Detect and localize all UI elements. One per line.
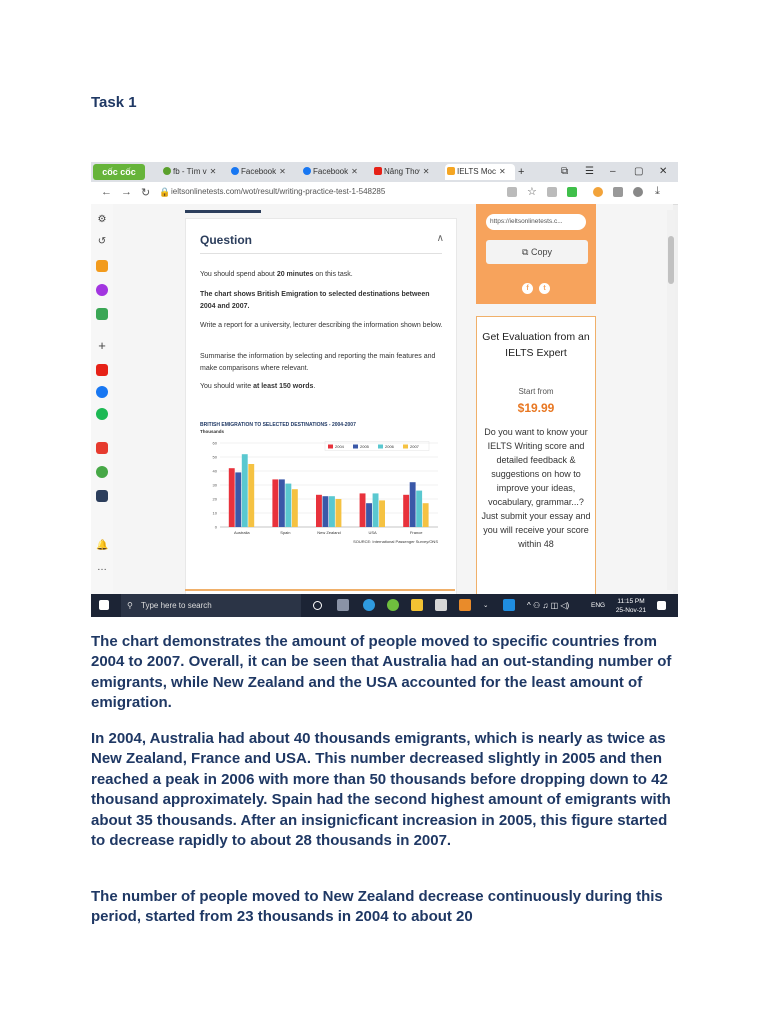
close-window-icon[interactable]: ✕ [659,166,668,177]
bar-2007-new-zealand [336,499,342,527]
profile-icon[interactable] [633,187,643,197]
bar-2007-france [423,503,429,527]
search-tab-icon [163,167,171,175]
bar-2007-usa [379,500,385,527]
divider [200,253,442,254]
x-tick-label: USA [368,530,377,535]
bar-2005-australia [235,472,241,527]
evaluation-heading: Get Evaluation from an IELTS Expert [482,331,590,359]
copy-icon: ⧉ [522,247,531,257]
y-tick-label: 0 [214,524,217,530]
paragraph-1: The chart demonstrates the amount of people moved to specific countries from 2004 to 2007. Overall, it can be seen that Australia had an out-standing number of emigrants, while New Zealand and the USA accounted for the least amount of emigration. [91,633,672,712]
cortana-icon[interactable] [313,601,322,610]
bar-2004-australia [229,468,235,527]
close-icon[interactable]: ✕ [209,167,217,176]
x-tick-label: Spain [280,530,291,535]
menu-icon[interactable]: ☰ [585,166,594,177]
facebook-share-icon[interactable]: f [522,283,533,294]
bar-2006-spain [285,484,291,527]
cast-icon[interactable]: ⧉ [561,166,569,177]
close-icon[interactable]: ✕ [279,167,286,176]
coccoc-taskbar-icon[interactable] [387,599,399,611]
y-tick-label: 50 [212,454,217,460]
question-word-count: You should write at least 150 words. [200,383,316,390]
scrollbar[interactable] [667,210,675,590]
more-icon[interactable]: … [97,562,107,573]
bar-2004-france [403,495,409,527]
youtube-rail-icon[interactable] [96,364,108,376]
x-tick-label: Australia [234,530,250,535]
tab-ielts[interactable]: IELTS Moc ✕ [445,164,515,180]
history-icon[interactable]: ↺ [97,236,107,247]
tab-youtube[interactable]: Nâng Thơ ✕ [374,164,440,180]
legend-swatch-2005 [353,445,358,449]
tab-search[interactable]: fb - Tìm v ✕ [163,164,225,180]
bar-2006-usa [373,493,379,527]
bar-2005-spain [279,479,285,527]
messenger-icon[interactable] [96,284,108,296]
legend-swatch-2004 [328,445,333,449]
emigration-chart [200,419,445,549]
coccoc-logo[interactable]: cốc cốc [93,164,145,180]
legend-swatch-2006 [378,445,383,449]
bar-2006-new-zealand [329,496,335,527]
question-card [185,218,457,610]
x-tick-label: New Zealand [317,530,341,535]
youtube-icon [374,167,382,175]
minimize-icon[interactable]: – [610,166,616,177]
question-task: Write a report for a university, lecturer describing the information shown below. [200,322,443,329]
reload-icon[interactable]: ↻ [141,187,151,199]
tray-icons[interactable]: ^ ⚇ ♫ ◫ ◁) [527,601,570,610]
chart-source: SOURCE: International Passenger Survey/ONS [353,539,438,544]
bar-2006-france [416,491,422,527]
ielts-icon [447,167,455,175]
chart-title: BRITISH EMIGRATION TO SELECTED DESTINATIONS - 2004-2007 [200,422,356,428]
clock[interactable]: 11:15 PM 25-Nov-21 [615,598,647,614]
bar-2005-france [410,482,416,527]
y-tick-label: 60 [212,440,217,446]
coccoc-ext-icon[interactable] [593,187,603,197]
search-icon: ⚲ [127,601,133,610]
bar-2006-australia [242,454,248,527]
facebook-rail-icon[interactable] [96,386,108,398]
gear-icon[interactable]: ⚙ [97,214,107,225]
notification-icon[interactable] [657,601,666,610]
card-bottom-accent [185,589,455,591]
explorer-icon[interactable] [411,599,423,611]
legend-label: 2005 [360,444,369,449]
browser-tab-bar [91,162,678,182]
bar-2004-spain [272,479,278,527]
bar-2005-usa [366,503,372,527]
web-page [113,204,673,594]
chart-svg [200,419,445,549]
paragraph-3: The number of people moved to New Zealand decrease continuously during this period, started from 23 thousands in 2004 to about 20 [91,888,663,926]
share-panel [476,204,596,304]
game-icon[interactable] [96,308,108,320]
question-summarise: Summarise the information by selecting and reporting the main features and make comparisons where relevant. [200,353,436,372]
close-icon[interactable]: ✕ [498,167,506,176]
question-prompt: The chart shows British Emigration to selected destinations between 2004 and 2007. [200,291,430,310]
bar-2004-new-zealand [316,495,322,527]
y-axis-label: Thousands [200,429,225,434]
legend-label: 2006 [385,444,394,449]
address-bar [91,182,678,205]
shopping-icon[interactable] [96,466,108,478]
new-tab-button[interactable]: + [518,166,525,178]
scroll-thumb[interactable] [668,236,674,284]
back-icon[interactable]: ← [101,186,112,198]
bar-2004-usa [360,493,366,527]
y-tick-label: 20 [212,496,217,502]
extension-icon[interactable] [547,187,557,197]
bar-2005-new-zealand [323,496,329,527]
close-icon[interactable]: ✕ [351,167,358,176]
maximize-icon[interactable]: ▢ [634,166,644,177]
facebook-icon [231,167,239,175]
store-icon[interactable] [435,599,447,611]
download-ext-icon[interactable] [567,187,577,197]
puzzle-icon[interactable] [613,187,623,197]
close-icon[interactable]: ✕ [422,167,430,176]
screenshot [91,162,678,617]
download-icon[interactable]: ⤓ [655,185,660,197]
y-tick-label: 30 [212,482,217,488]
evaluation-card [476,316,596,608]
evaluation-description: Do you want to know your IELTS Writing score and detailed feedback & suggestions on how to improve your ideas, vocabulary, grammar...? Just submit your essay and you will receive your score within 48 [481,427,591,549]
card-accent [185,210,261,213]
task-view-icon[interactable] [337,599,349,611]
chevron-up-icon[interactable]: ∧ [436,233,444,244]
x-tick-label: France [409,530,423,535]
translate-icon[interactable] [507,187,517,197]
copy-button[interactable]: ⧉ Copy [486,240,588,264]
windows-taskbar [91,594,678,617]
lock-icon: 🔒 [159,187,171,197]
onedrive-icon[interactable] [503,599,515,611]
crown-icon[interactable] [96,260,108,272]
forward-icon[interactable]: → [121,186,132,198]
legend-label: 2007 [410,444,419,449]
add-icon[interactable]: + [98,338,106,353]
twitter-share-icon[interactable]: t [539,283,550,294]
legend-swatch-2007 [403,445,408,449]
star-icon[interactable]: ☆ [527,186,537,198]
y-tick-label: 10 [212,510,217,516]
y-tick-label: 40 [212,468,217,474]
taskbar-search[interactable]: ⚲ Type here to search [121,594,301,617]
app-taskbar-icon[interactable] [459,599,471,611]
tab-facebook-1[interactable]: Facebook ✕ [231,164,295,180]
tab-facebook-2[interactable]: Facebook ✕ [303,164,367,180]
share-url-field[interactable]: https://ieltsonlinetests.c... [486,214,586,230]
legend-label: 2004 [335,444,344,449]
bar-2007-australia [248,464,254,527]
url-field[interactable]: ieltsonlinetests.com/wot/result/writing-practice-test-1-548285 [171,187,386,196]
bell-icon[interactable]: 🔔 [96,540,109,551]
language-indicator[interactable]: ENG [591,602,606,609]
paragraph-2: In 2004, Australia had about 40 thousands emigrants, which is nearly as twice as New Zealand, France and USA. This number decreased slightly in 2005 and then reached a peak in 2006 with more than 50 thousands before dropping down to 42 thousand approximately. Spain had the second highest amount of emigrants with about 35 thousands. After an insignicficant increasion in 2005, this figure started to decrease rapidly to about 28 thousands in 2007. [91,730,671,850]
question-instruction-time: You should spend about 20 minutes on this task. [200,271,353,278]
news-icon[interactable] [96,442,108,454]
windows-start-icon[interactable] [99,600,109,610]
chevron-down-icon[interactable]: ⌄ [483,602,489,609]
edge-icon[interactable] [363,599,375,611]
document-title: Task 1 [91,94,137,111]
bar-2007-spain [292,489,298,527]
spotify-icon[interactable] [96,408,108,420]
sidebar-rail [91,204,114,594]
price: $19.99 [517,401,555,415]
facebook-icon [303,167,311,175]
question-title: Question [200,233,253,247]
start-from-label: Start from [518,387,554,396]
app-icon[interactable] [96,490,108,502]
